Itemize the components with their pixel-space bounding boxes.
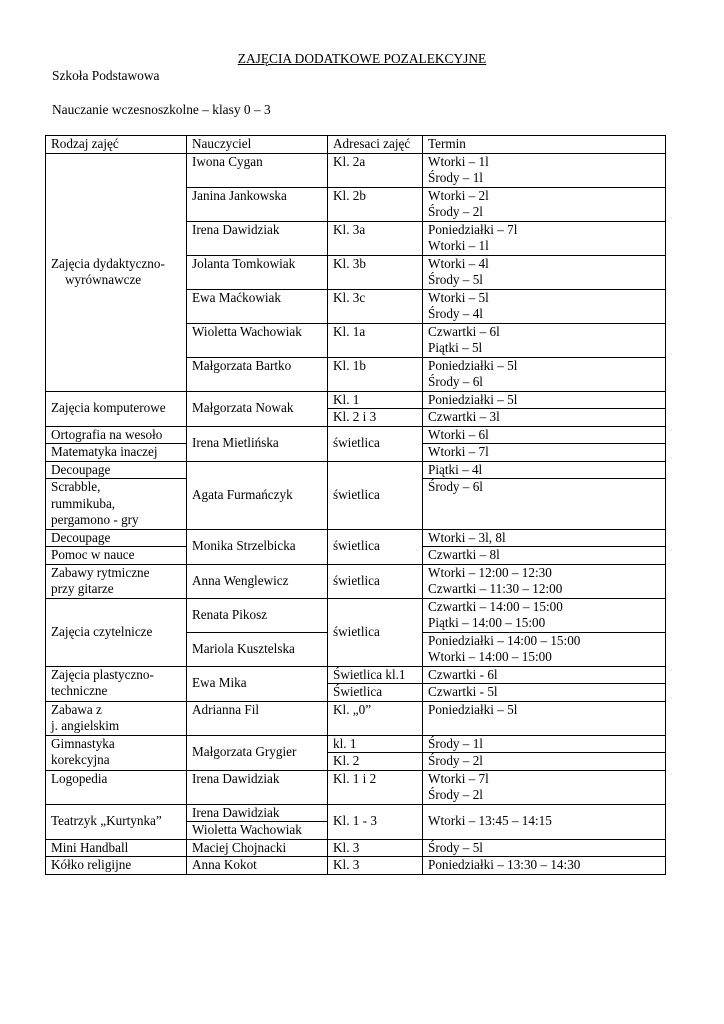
activity-line: Scrabble,	[51, 479, 101, 494]
term-cell: Środy – 5l	[423, 839, 666, 857]
term-line: Środy – 4l	[428, 306, 483, 321]
activity-name: wyrównawcze	[65, 272, 142, 287]
term-cell: Środy – 6l	[423, 479, 666, 530]
activity-line: j. angielskim	[51, 718, 120, 733]
teacher-cell: Monika Strzelbicka	[187, 529, 328, 564]
education-level: Nauczanie wczesnoszkolne – klasy 0 – 3	[52, 102, 271, 117]
term-cell	[423, 255, 666, 289]
class-cell: Kl. 1a	[328, 323, 423, 357]
term-cell: Środy – 2l	[423, 753, 666, 771]
teacher-cell: Wioletta Wachowiak	[187, 323, 328, 357]
teacher-cell: Adrianna Fil	[187, 701, 328, 735]
class-cell: Kl. 1 - 3	[328, 804, 423, 839]
term-line: Wtorki – 2l	[428, 187, 489, 203]
class-cell: Kl. 3a	[328, 221, 423, 255]
class-cell: świetlica	[328, 529, 423, 564]
class-cell: Kl. 3	[328, 857, 423, 875]
class-cell: Kl. „0”	[328, 701, 423, 735]
teacher-cell: Ewa Maćkowiak	[187, 289, 328, 323]
term-cell: Poniedziałki – 13:30 – 14:30	[423, 857, 666, 875]
activity-cell	[46, 479, 187, 530]
class-cell: Kl. 2 i 3	[328, 409, 423, 427]
class-cell: Kl. 2	[328, 753, 423, 771]
teacher-cell: Małgorzata Nowak	[187, 391, 328, 426]
activity-line: rummikuba,	[51, 495, 116, 511]
activity-line: Gimnastyka	[51, 735, 115, 751]
term-line: Wtorki – 1l	[428, 153, 489, 169]
term-line: Środy – 2l	[428, 204, 483, 219]
term-cell: Środy – 1l	[423, 735, 666, 753]
activity-cell	[46, 701, 187, 735]
term-cell	[423, 221, 666, 255]
teacher-cell: Jolanta Tomkowiak	[187, 255, 328, 289]
document-title: ZAJĘCIA DODATKOWE POZALEKCYJNE	[237, 51, 487, 66]
class-cell: Kl. 3	[328, 839, 423, 857]
class-cell: Świetlica	[328, 684, 423, 702]
activity-line: techniczne	[51, 683, 108, 698]
class-cell: świetlica	[328, 461, 423, 529]
term-line: Wtorki – 1l	[428, 238, 489, 253]
schedule-table	[45, 135, 666, 875]
activity-cell: Zajęcia czytelnicze	[46, 598, 187, 666]
term-line: Poniedziałki – 5l	[428, 357, 518, 373]
term-line: Piątki – 14:00 – 15:00	[428, 615, 546, 630]
table-row	[46, 391, 666, 409]
school-name: Szkoła Podstawowa	[52, 68, 160, 83]
term-cell: Wtorki – 7l	[423, 444, 666, 462]
class-cell: Kl. 3b	[328, 255, 423, 289]
activity-cell	[46, 735, 187, 770]
table-row	[46, 598, 666, 632]
term-cell: Czwartki - 5l	[423, 684, 666, 702]
header-cell: Nauczyciel	[187, 136, 328, 154]
activity-cell: Ortografia na wesoło	[46, 426, 187, 444]
term-line: Piątki – 5l	[428, 340, 483, 355]
table-row	[46, 564, 666, 598]
activity-line: pergamono - gry	[51, 512, 139, 527]
term-line: Czwartki – 11:30 – 12:00	[428, 581, 563, 596]
term-line: Wtorki – 14:00 – 15:00	[428, 649, 552, 664]
class-cell: Świetlica kl.1	[328, 666, 423, 684]
class-cell: świetlica	[328, 598, 423, 666]
term-cell: Czwartki - 6l	[423, 666, 666, 684]
teacher-cell: Renata Pikosz	[187, 598, 328, 632]
activity-cell: Decoupage	[46, 529, 187, 547]
teacher-cell: Małgorzata Bartko	[187, 357, 328, 391]
class-cell: Kl. 1 i 2	[328, 770, 423, 804]
term-line: Poniedziałki – 7l	[428, 221, 518, 237]
teacher-cell: Anna Kokot	[187, 857, 328, 875]
term-line: Wtorki – 7l	[428, 770, 489, 786]
term-cell: Czwartki – 8l	[423, 547, 666, 565]
term-cell	[423, 289, 666, 323]
table-row	[46, 839, 666, 857]
activity-cell: Matematyka inaczej	[46, 444, 187, 462]
term-cell: Poniedziałki – 5l	[423, 391, 666, 409]
table-row	[46, 666, 666, 684]
term-cell	[423, 357, 666, 391]
class-cell: świetlica	[328, 426, 423, 461]
teacher-cell: Iwona Cygan	[187, 153, 328, 187]
activity-cell: Pomoc w nauce	[46, 547, 187, 565]
activity-cell: Mini Handball	[46, 839, 187, 857]
term-cell: Czwartki – 3l	[423, 409, 666, 427]
teacher-cell: Irena Dawidziak	[187, 770, 328, 804]
teacher-cell: Irena Dawidziak	[187, 804, 328, 822]
activity-line: Zajęcia plastyczno-	[51, 666, 154, 682]
class-cell: Kl. 1b	[328, 357, 423, 391]
table-row	[46, 461, 666, 479]
teacher-cell: Małgorzata Grygier	[187, 735, 328, 770]
term-cell	[423, 323, 666, 357]
term-cell	[423, 153, 666, 187]
header-row	[46, 136, 666, 154]
class-cell: Kl. 3c	[328, 289, 423, 323]
activity-cell	[46, 153, 187, 391]
term-line: Wtorki – 12:00 – 12:30	[428, 564, 552, 580]
activity-cell: Kółko religijne	[46, 857, 187, 875]
table-row	[46, 857, 666, 875]
table-row	[46, 701, 666, 735]
table-row	[46, 735, 666, 753]
activity-cell	[46, 564, 187, 598]
term-cell: Poniedziałki – 5l	[423, 701, 666, 735]
teacher-cell: Ewa Mika	[187, 666, 328, 701]
term-line: Czwartki – 14:00 – 15:00	[428, 598, 563, 614]
activity-line: Zabawa z	[51, 701, 102, 717]
teacher-cell: Anna Wenglewicz	[187, 564, 328, 598]
teacher-cell: Maciej Chojnacki	[187, 839, 328, 857]
term-line: Poniedziałki – 14:00 – 15:00	[428, 632, 581, 648]
term-line: Środy – 2l	[428, 787, 483, 802]
activity-cell: Decoupage	[46, 461, 187, 479]
activity-cell: Logopedia	[46, 770, 187, 804]
class-cell: Kl. 2a	[328, 153, 423, 187]
term-cell: Wtorki – 13:45 – 14:15	[423, 804, 666, 839]
term-cell: Wtorki – 6l	[423, 426, 666, 444]
table-row	[46, 426, 666, 444]
activity-name: Zajęcia dydaktyczno-	[51, 255, 165, 271]
term-cell	[423, 564, 666, 598]
table-row	[46, 529, 666, 547]
teacher-cell: Agata Furmańczyk	[187, 461, 328, 529]
term-line: Środy – 6l	[428, 374, 483, 389]
class-cell: Kl. 2b	[328, 187, 423, 221]
activity-cell: Zajęcia komputerowe	[46, 391, 187, 426]
term-cell	[423, 187, 666, 221]
term-cell: Wtorki – 3l, 8l	[423, 529, 666, 547]
term-cell	[423, 598, 666, 632]
teacher-cell: Irena Dawidziak	[187, 221, 328, 255]
term-line: Wtorki – 4l	[428, 255, 489, 271]
table-row	[46, 804, 666, 822]
header-cell: Rodzaj zajęć	[46, 136, 187, 154]
term-line: Środy – 5l	[428, 272, 483, 287]
activity-cell	[46, 666, 187, 701]
teacher-cell: Mariola Kusztelska	[187, 632, 328, 666]
term-cell	[423, 770, 666, 804]
term-line: Wtorki – 5l	[428, 289, 489, 305]
table-row	[46, 153, 666, 187]
teacher-cell: Wioletta Wachowiak	[187, 822, 328, 840]
activity-line: korekcyjna	[51, 752, 110, 767]
term-cell: Piątki – 4l	[423, 461, 666, 479]
class-cell: świetlica	[328, 564, 423, 598]
table-row	[46, 770, 666, 804]
teacher-cell: Irena Mietlińska	[187, 426, 328, 461]
class-cell: Kl. 1	[328, 391, 423, 409]
activity-cell: Teatrzyk „Kurtynka”	[46, 804, 187, 839]
header-cell: Adresaci zajęć	[328, 136, 423, 154]
activity-line: Zabawy rytmiczne	[51, 564, 150, 580]
teacher-cell: Janina Jankowska	[187, 187, 328, 221]
activity-line: przy gitarze	[51, 581, 114, 596]
term-line: Czwartki – 6l	[428, 323, 500, 339]
term-cell	[423, 632, 666, 666]
header-cell: Termin	[423, 136, 666, 154]
class-cell: kl. 1	[328, 735, 423, 753]
term-line: Środy – 1l	[428, 170, 483, 185]
